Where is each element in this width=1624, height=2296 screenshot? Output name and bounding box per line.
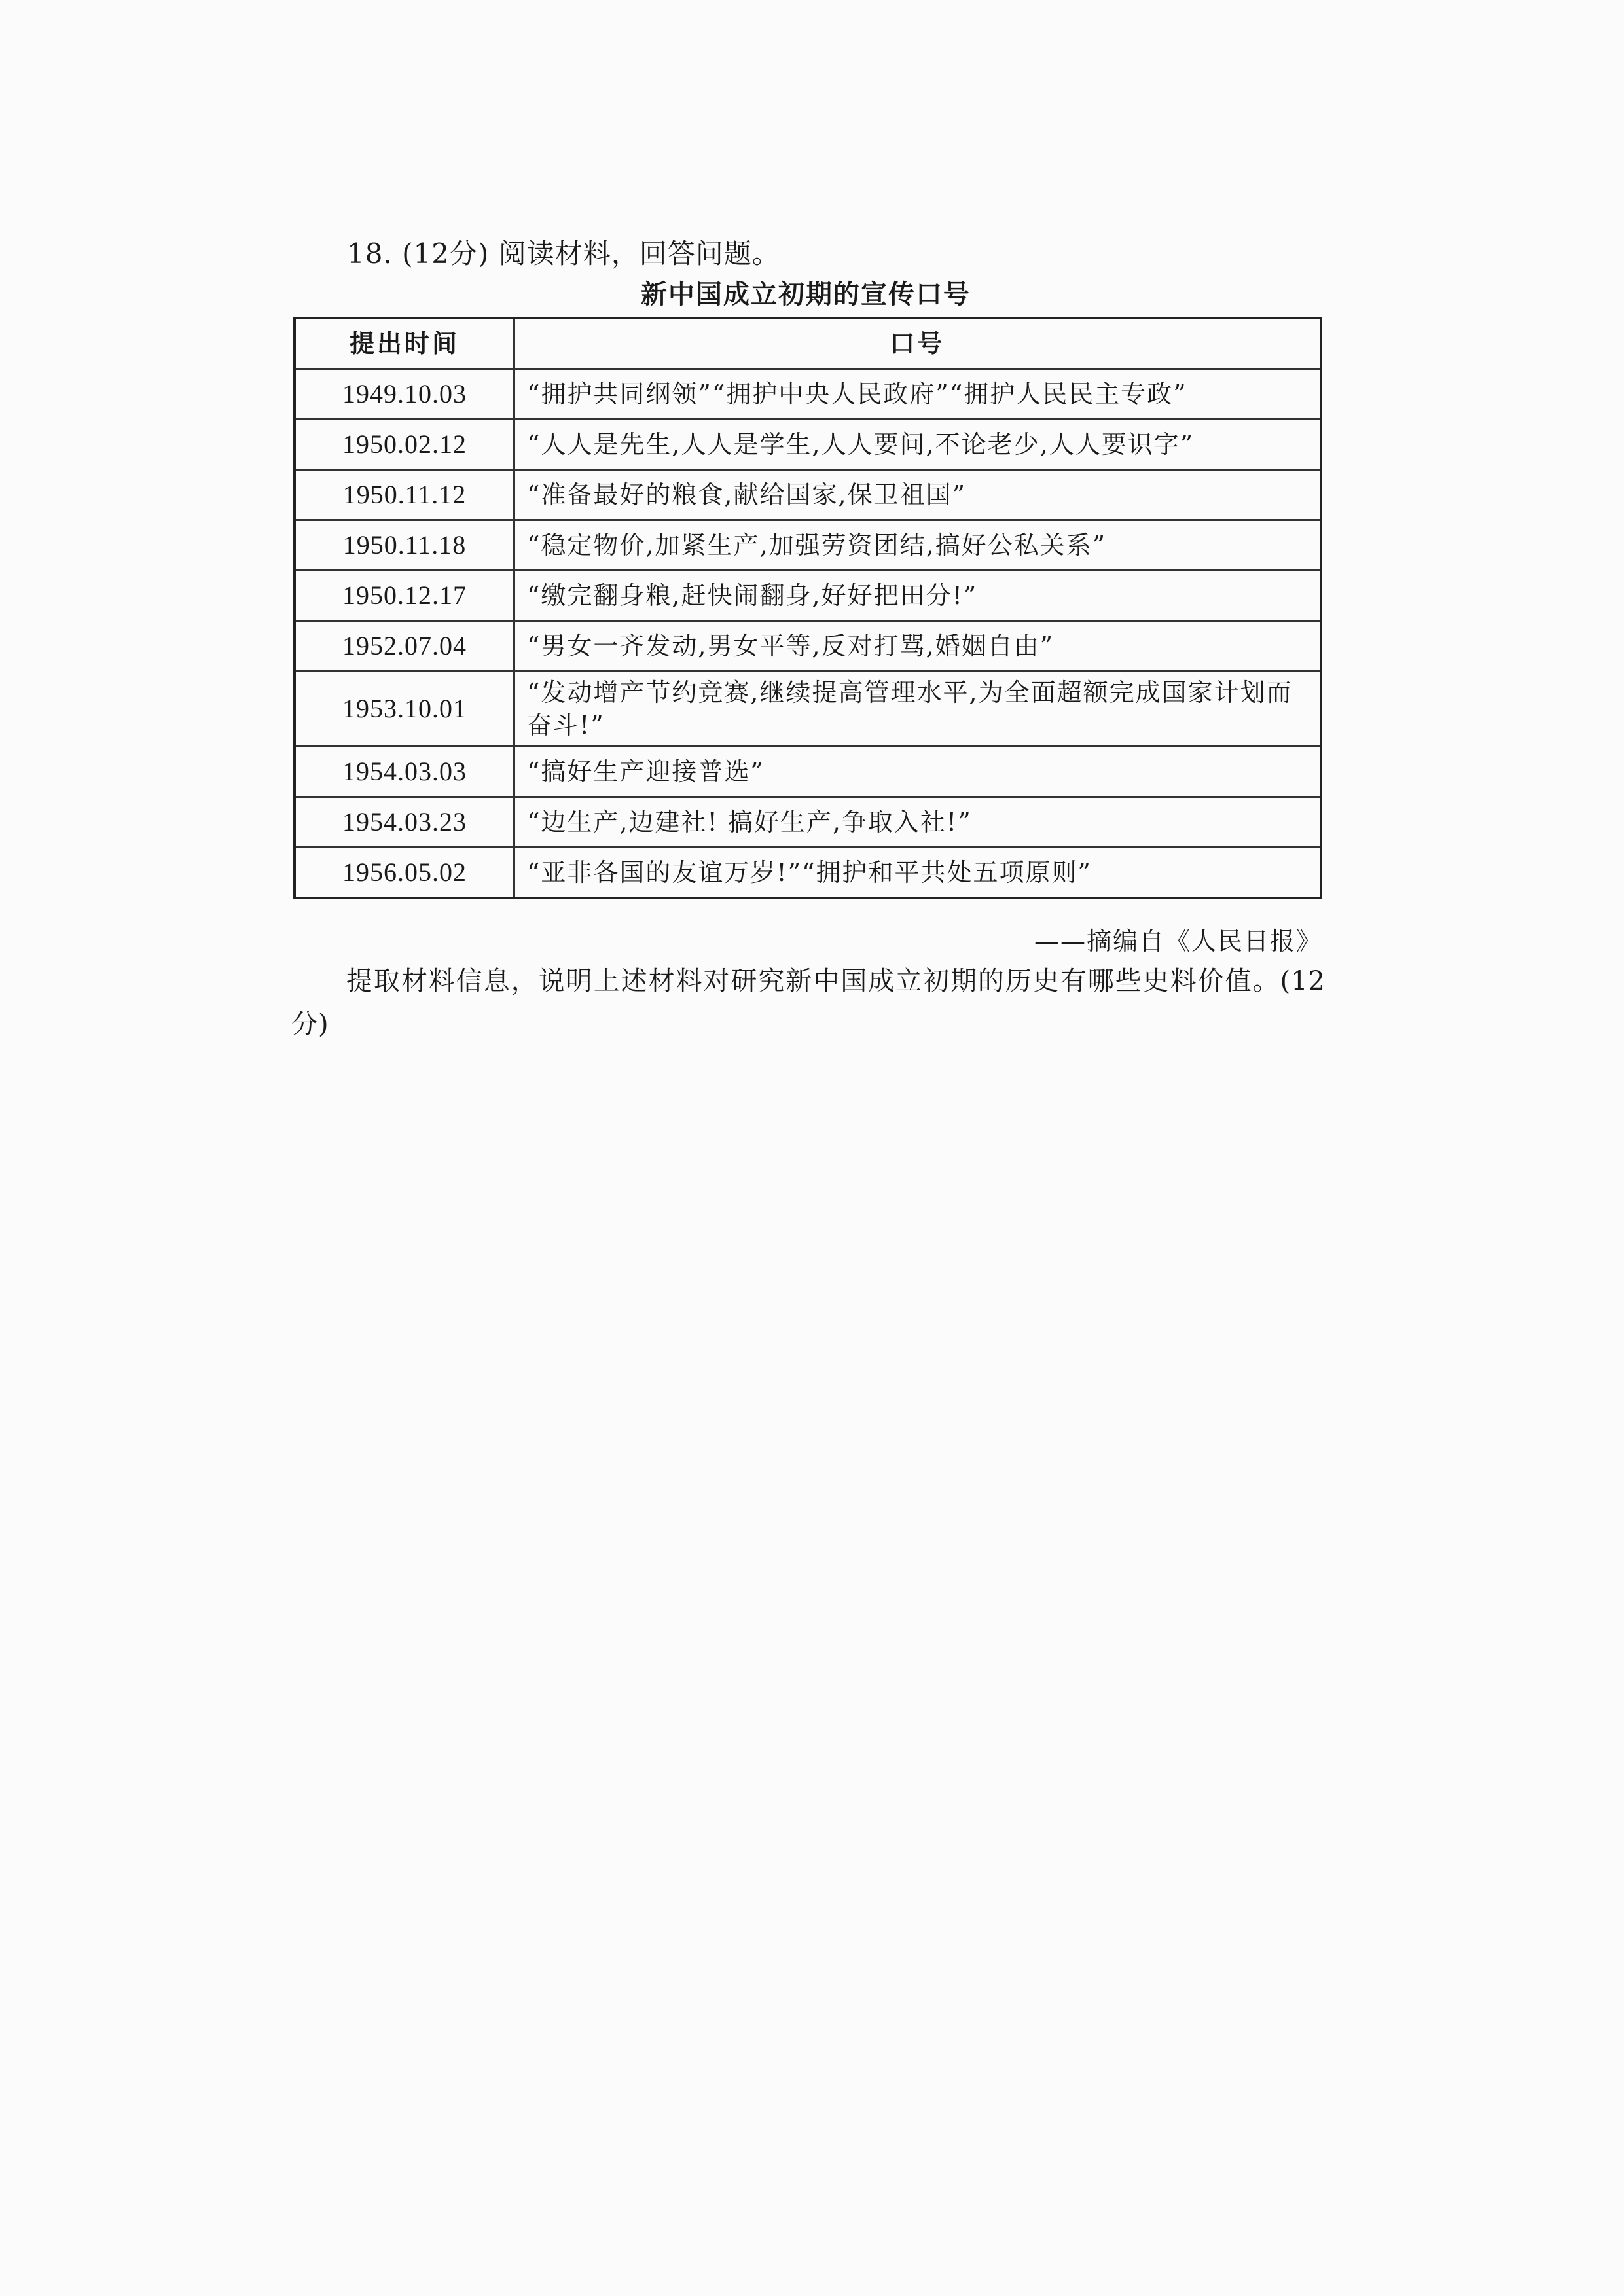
row-date: 1949.10.03 xyxy=(295,369,514,420)
table-row xyxy=(295,848,1321,899)
row-slogan: “稳定物价,加紧生产,加强劳资团结,搞好公私关系” xyxy=(514,520,1322,571)
row-date: 1950.02.12 xyxy=(295,420,514,470)
table-row xyxy=(295,470,1321,520)
header-date: 提出时间 xyxy=(295,318,514,369)
row-date: 1950.11.18 xyxy=(295,520,514,571)
table-row xyxy=(295,621,1321,672)
row-date: 1956.05.02 xyxy=(295,848,514,899)
table-row xyxy=(295,420,1321,470)
table-row xyxy=(295,797,1321,848)
row-slogan: “缴完翻身粮,赶快闹翻身,好好把田分!” xyxy=(514,571,1322,621)
source-citation: ——摘编自《人民日报》 xyxy=(1034,927,1322,956)
row-date: 1950.12.17 xyxy=(295,571,514,621)
row-slogan: “男女一齐发动,男女平等,反对打骂,婚姻自由” xyxy=(514,621,1322,672)
row-date: 1954.03.03 xyxy=(295,747,514,797)
table-row xyxy=(295,672,1321,747)
table-title: 新中国成立初期的宣传口号 xyxy=(641,279,971,310)
row-date: 1952.07.04 xyxy=(295,621,514,672)
row-date: 1954.03.23 xyxy=(295,797,514,848)
row-slogan: “发动增产节约竞赛,继续提高管理水平,为全面超额完成国家计划而奋斗!” xyxy=(514,672,1322,747)
row-slogan: “亚非各国的友谊万岁!”“拥护和平共处五项原则” xyxy=(514,848,1322,899)
row-slogan: “拥护共同纲领”“拥护中央人民政府”“拥护人民民主专政” xyxy=(514,369,1322,420)
row-date: 1953.10.01 xyxy=(295,672,514,747)
row-slogan: “搞好生产迎接普选” xyxy=(514,747,1322,797)
table-row xyxy=(295,571,1321,621)
question-heading: 18. (12分) 阅读材料，回答问题。 xyxy=(347,238,780,270)
table-row xyxy=(295,747,1321,797)
row-slogan: “准备最好的粮食,献给国家,保卫祖国” xyxy=(514,470,1322,520)
question-prompt: 提取材料信息，说明上述材料对研究新中国成立初期的历史有哪些史料价值。(12分) xyxy=(291,966,1326,1039)
row-slogan: “边生产,边建社! 搞好生产,争取入社!” xyxy=(514,797,1322,848)
table-row xyxy=(295,369,1321,420)
row-date: 1950.11.12 xyxy=(295,470,514,520)
header-slogan: 口号 xyxy=(514,318,1322,369)
table-header-row xyxy=(295,318,1321,369)
table-row xyxy=(295,520,1321,571)
row-slogan: “人人是先生,人人是学生,人人要问,不论老少,人人要识字” xyxy=(514,420,1322,470)
slogan-table xyxy=(293,317,1322,899)
